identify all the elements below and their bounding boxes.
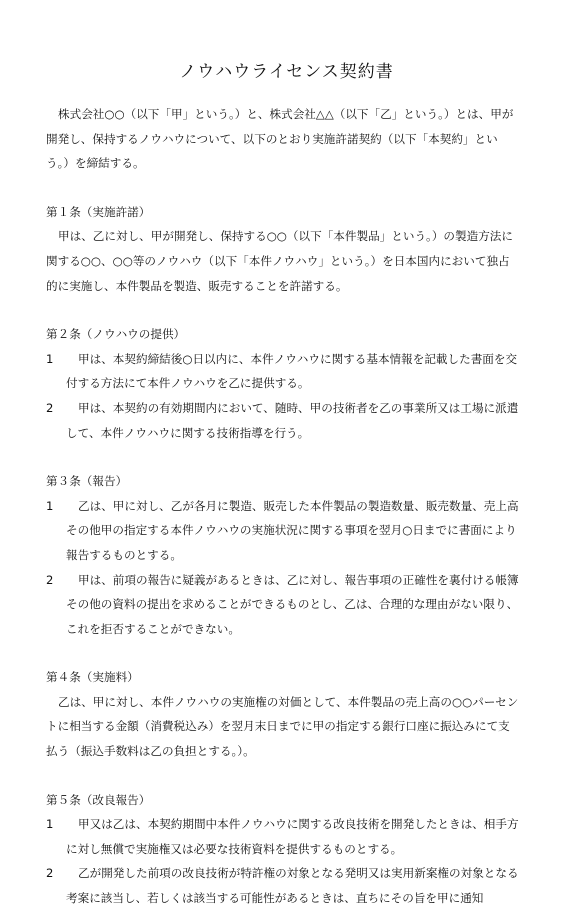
item-number: 1 <box>46 498 54 513</box>
item-text: 乙が開発した前項の改良技術が特許権の対象となる発明又は実用新案権の対象となる考案に該当し、若しくは該当する可能性があるときは、直ちにその旨を甲に通知 <box>66 866 519 906</box>
article-heading: 第５条（改良報告） <box>46 792 151 807</box>
list-item <box>46 861 519 910</box>
list-item <box>46 347 519 396</box>
intro-paragraph: 株式会社○○（以下「甲」という。）と、株式会社△△（以下「乙」という。）とは、甲が開発し、保持するノウハウについて、以下のとおり実施許諾契約（以下「本契約」という。）を締結する。 <box>46 107 514 171</box>
list-item <box>46 494 519 568</box>
item-text: 乙は、甲に対し、乙が各月に製造、販売した本件製品の製造数量、販売数量、売上高その他甲の指定する本件ノウハウの実施状況に関する事項を翌月○日までに書面により報告するものとする。 <box>66 498 519 562</box>
article-heading: 第３条（報告） <box>46 474 128 489</box>
article-heading: 第１条（実施許諾） <box>46 204 151 219</box>
item-number: 1 <box>46 351 54 366</box>
document-title: ノウハウライセンス契約書 <box>179 62 394 82</box>
list-item <box>46 396 519 445</box>
article-heading: 第４条（実施料） <box>46 670 139 685</box>
article-1 <box>46 200 519 298</box>
item-text: 甲は、前項の報告に疑義があるときは、乙に対し、報告事項の正確性を裏付ける帳簿その他の資料の提出を求めることができるものとし、乙は、合理的な理由がない限り、これを拒否することができない。 <box>66 572 519 636</box>
item-number: 1 <box>46 817 54 832</box>
list-item <box>46 812 519 861</box>
list-item <box>46 568 519 642</box>
item-text: 甲は、本契約締結後○日以内に、本件ノウハウに関する基本情報を記載した書面を交付する方法にて本件ノウハウを乙に提供する。 <box>66 351 518 391</box>
article-body: 乙は、甲に対し、本件ノウハウの実施権の対価として、本件製品の売上高の○○パーセントに相当する金額（消費税込み）を翌月末日までに甲の指定する銀行口座に振込みにて支払う（振込手数料は乙の負担とする。）。 <box>46 694 519 759</box>
item-number: 2 <box>46 866 54 881</box>
item-text: 甲は、本契約の有効期間内において、随時、甲の技術者を乙の事業所又は工場に派遣して、本件ノウハウに関する技術指導を行う。 <box>66 400 519 440</box>
article-5 <box>46 788 519 911</box>
article-body: 甲は、乙に対し、甲が開発し、保持する○○（以下「本件製品」という。）の製造方法に関する○○、○○等のノウハウ（以下「本件ノウハウ」という。）を日本国内において独占的に実施し、本件製品を製造、販売することを許諾する。 <box>46 229 513 293</box>
article-2 <box>46 322 519 445</box>
article-heading: 第２条（ノウハウの提供） <box>46 327 186 342</box>
article-4 <box>46 665 519 763</box>
item-number: 2 <box>46 572 54 587</box>
item-number: 2 <box>46 400 54 415</box>
item-text: 甲又は乙は、本契約期間中本件ノウハウに関する改良技術を開発したときは、相手方に対し無償で実施権又は必要な技術資料を提供するものとする。 <box>66 817 519 856</box>
article-3 <box>46 469 519 641</box>
